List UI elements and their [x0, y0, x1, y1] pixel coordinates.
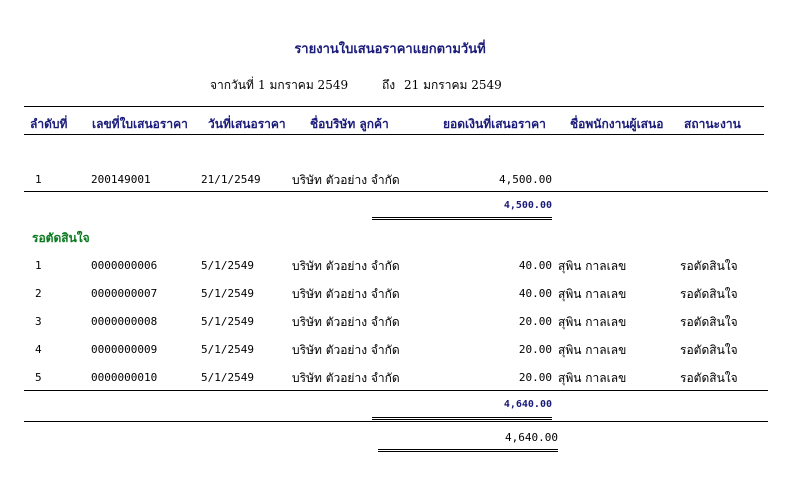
row-date: 5/1/2549 — [201, 315, 254, 328]
group1-subtotal: 4,500.00 — [503, 200, 552, 211]
grand-total-double-rule — [378, 449, 558, 452]
row-customer: บริษัท ตัวอย่าง จำกัด — [292, 343, 400, 357]
row-no: 5 — [35, 371, 42, 384]
row-staff: สุพิน กาลเลข — [558, 259, 627, 273]
row-no: 3 — [35, 315, 42, 328]
row-customer: บริษัท ตัวอย่าง จำกัด — [292, 315, 400, 329]
col-header-quote-no: เลขที่ใบเสนอราคา — [92, 117, 188, 131]
row-amount: 40.00 — [518, 287, 552, 300]
header-top-rule — [24, 106, 764, 107]
row-no: 1 — [35, 259, 42, 272]
row-no: 2 — [35, 287, 42, 300]
row-customer: บริษัท ตัวอย่าง จำกัด — [292, 173, 400, 187]
row-quote-no: 0000000009 — [91, 343, 158, 356]
group1-rule — [24, 191, 768, 192]
row-quote-no: 0000000008 — [91, 315, 158, 328]
col-header-customer: ชื่อบริษัท ลูกค้า — [310, 117, 389, 131]
group2-rule — [24, 390, 768, 391]
row-amount: 4,500.00 — [499, 173, 552, 186]
row-quote-no: 0000000007 — [91, 287, 158, 300]
grand-total-rule — [24, 421, 768, 422]
header-bottom-rule — [24, 134, 764, 135]
row-quote-no: 0000000010 — [91, 371, 158, 384]
row-quote-no: 200149001 — [91, 173, 151, 186]
row-amount: 40.00 — [518, 259, 552, 272]
group2-subtotal: 4,640.00 — [503, 399, 552, 410]
row-date: 5/1/2549 — [201, 371, 254, 384]
row-amount: 20.00 — [518, 315, 552, 328]
row-date: 5/1/2549 — [201, 259, 254, 272]
range-to-label: ถึง — [382, 78, 396, 92]
col-header-amount: ยอดเงินที่เสนอราคา — [443, 117, 546, 131]
group2-label: รอตัดสินใจ — [32, 231, 90, 245]
report-title: รายงานใบเสนอราคาแยกตามวันที่ — [294, 42, 486, 57]
range-from-value: 1 มกราคม 2549 — [258, 78, 349, 92]
row-status: รอตัดสินใจ — [680, 371, 738, 385]
row-status: รอตัดสินใจ — [680, 315, 738, 329]
row-amount: 20.00 — [518, 371, 552, 384]
row-customer: บริษัท ตัวอย่าง จำกัด — [292, 371, 400, 385]
row-status: รอตัดสินใจ — [680, 287, 738, 301]
col-header-no: ลำดับที่ — [30, 117, 68, 131]
row-status: รอตัดสินใจ — [680, 343, 738, 357]
row-staff: สุพิน กาลเลข — [558, 315, 627, 329]
row-customer: บริษัท ตัวอย่าง จำกัด — [292, 287, 400, 301]
range-to-value: 21 มกราคม 2549 — [404, 78, 502, 92]
row-amount: 20.00 — [518, 343, 552, 356]
col-header-status: สถานะงาน — [684, 117, 741, 131]
row-staff: สุพิน กาลเลข — [558, 343, 627, 357]
col-header-date: วันที่เสนอราคา — [208, 117, 286, 131]
row-status: รอตัดสินใจ — [680, 259, 738, 273]
row-date: 5/1/2549 — [201, 287, 254, 300]
row-customer: บริษัท ตัวอย่าง จำกัด — [292, 259, 400, 273]
group2-double-rule — [372, 417, 552, 420]
row-staff: สุพิน กาลเลข — [558, 371, 627, 385]
col-header-staff: ชื่อพนักงานผู้เสนอ — [570, 117, 664, 131]
row-date: 5/1/2549 — [201, 343, 254, 356]
row-quote-no: 0000000006 — [91, 259, 158, 272]
group1-double-rule — [372, 217, 552, 220]
row-no: 1 — [35, 173, 42, 186]
row-no: 4 — [35, 343, 42, 356]
row-date: 21/1/2549 — [201, 173, 261, 186]
grand-total: 4,640.00 — [505, 431, 558, 444]
row-staff: สุพิน กาลเลข — [558, 287, 627, 301]
range-from-label: จากวันที่ — [210, 78, 254, 92]
